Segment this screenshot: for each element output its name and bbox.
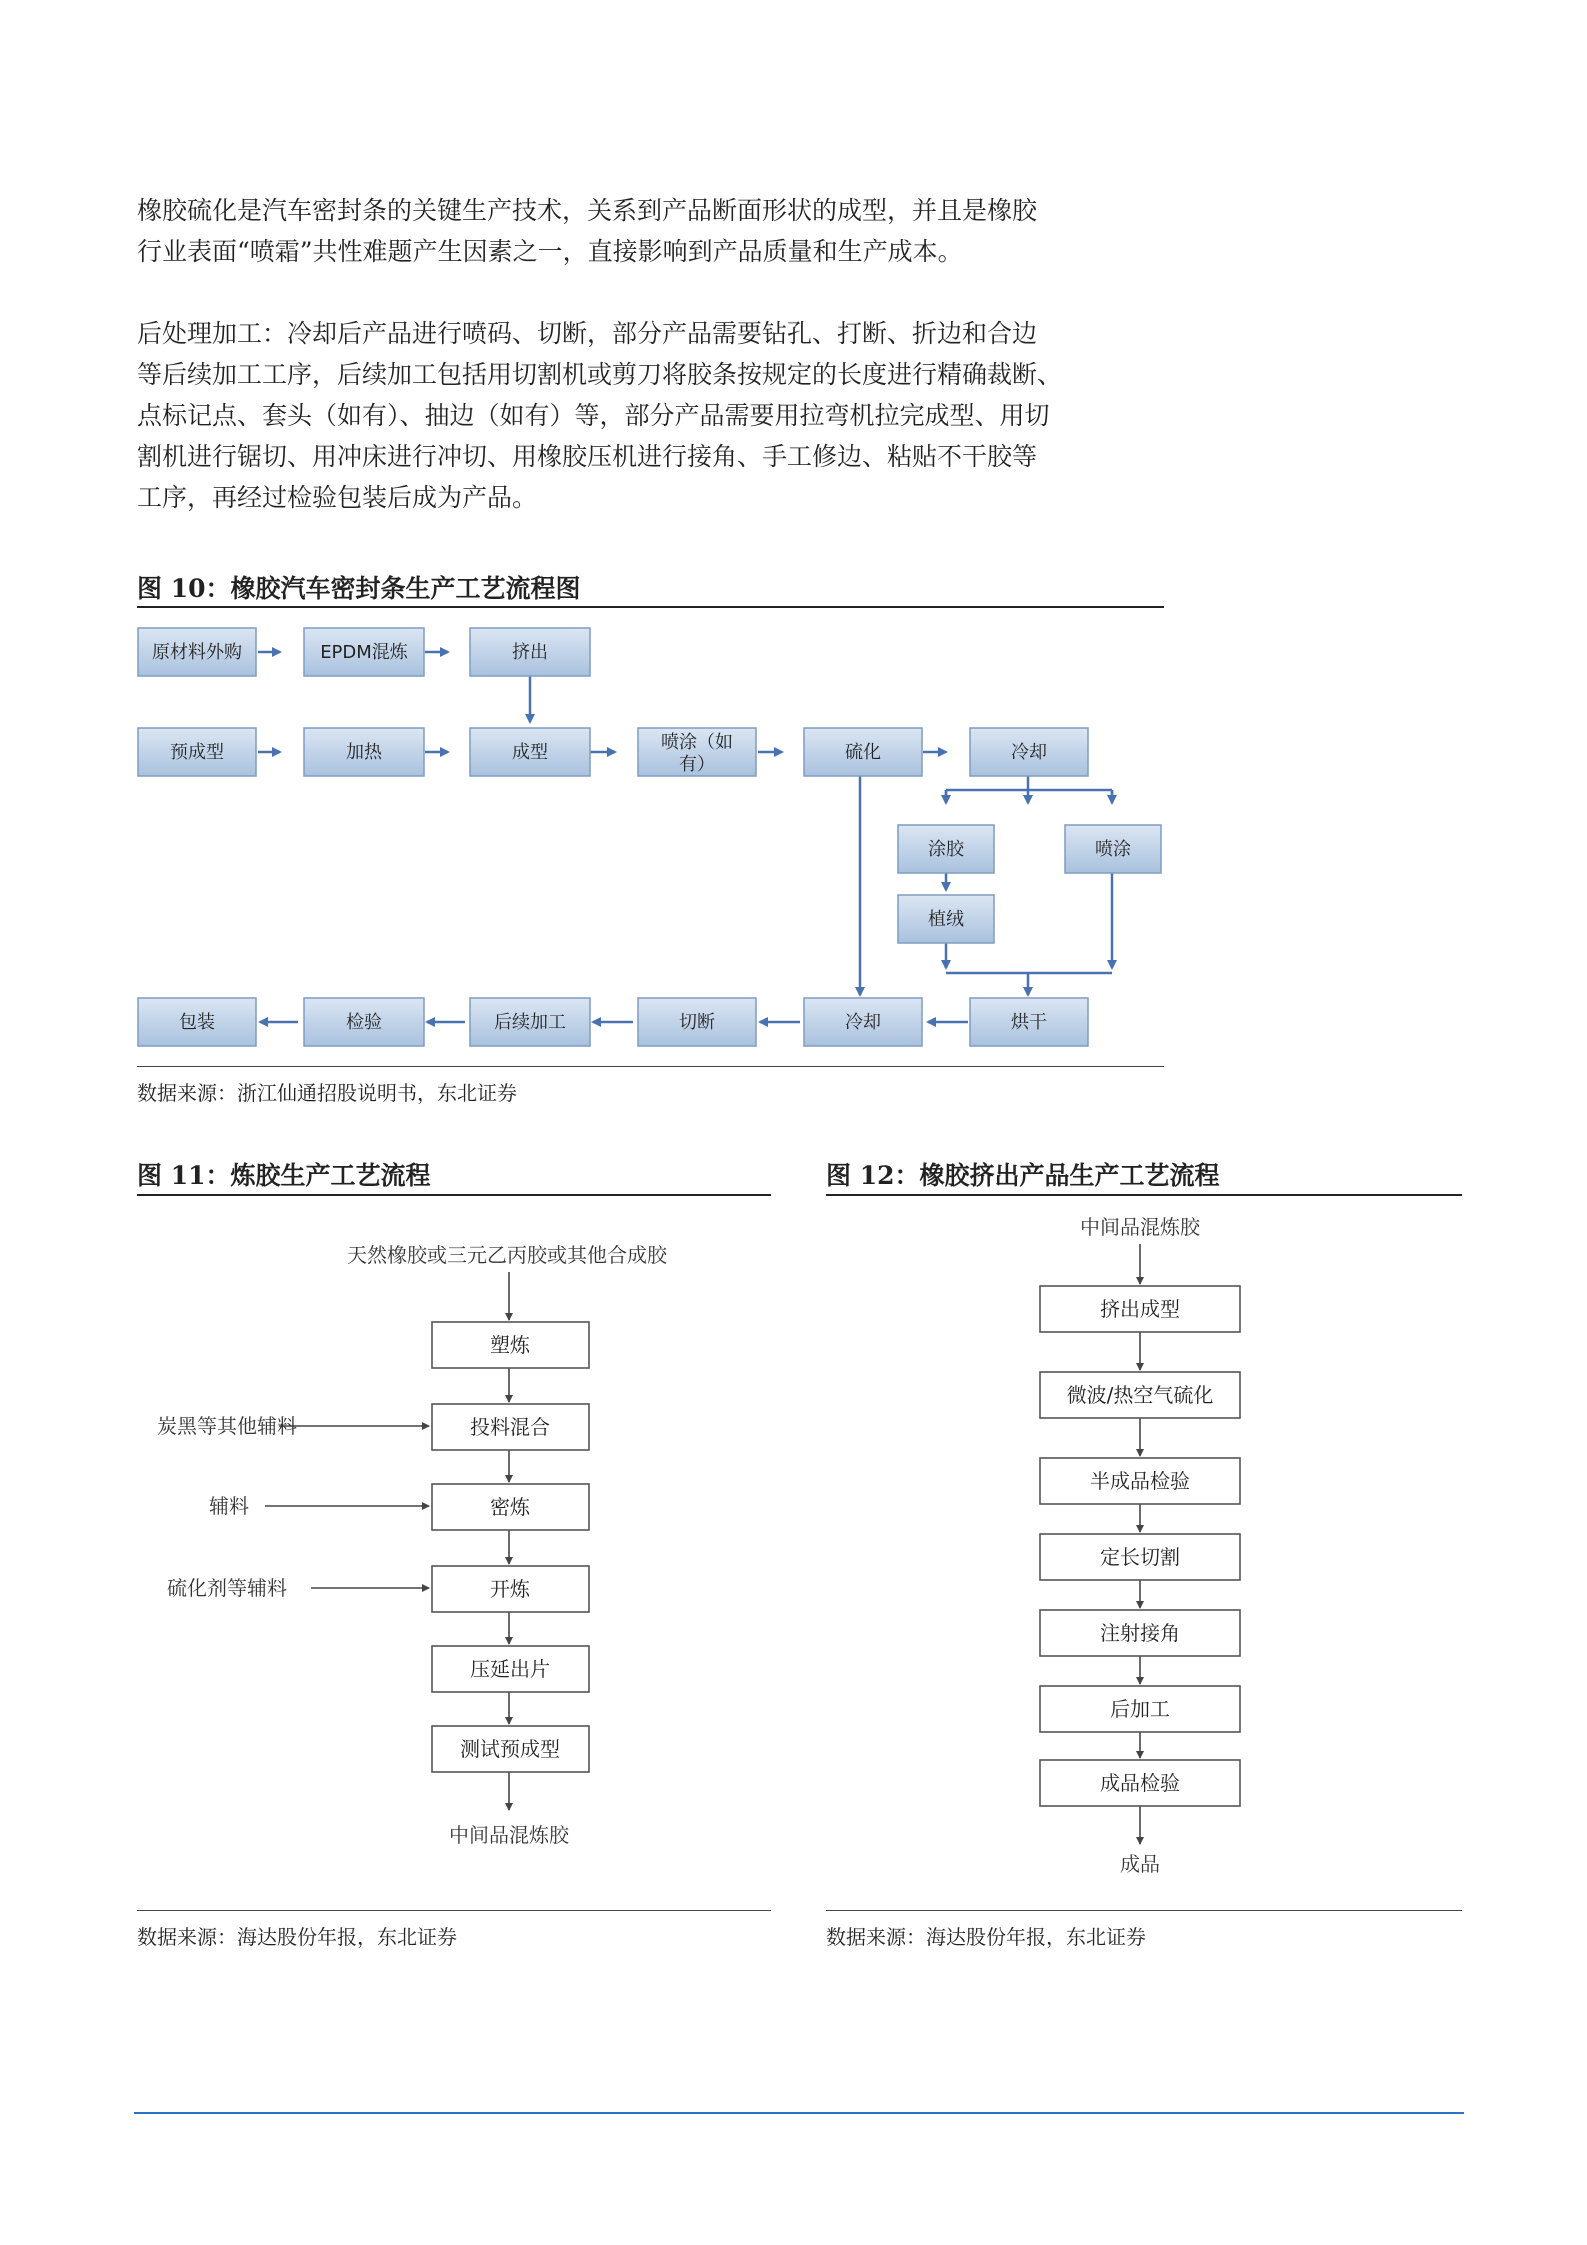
fig11-step-label: 塑炼 <box>490 1333 530 1357</box>
figure-12-flowchart <box>826 1200 1466 1900</box>
label-cutting: 切断 <box>679 1012 715 1033</box>
label-heating: 加热 <box>346 742 382 763</box>
paragraph-line: 点标记点、套头（如有）、抽边（如有）等，部分产品需要用拉弯机拉完成型、用切 <box>137 401 1050 430</box>
figure-10-flowchart <box>130 610 1170 1070</box>
paragraph-line: 行业表面“喷霜”共性难题产生因素之一，直接影响到产品质量和生产成本。 <box>137 237 963 266</box>
fig11-bottom-label: 中间品混炼胶 <box>449 1823 569 1847</box>
fig12-step-label: 挤出成型 <box>1100 1297 1180 1321</box>
fig12-bottom-label: 成品 <box>1120 1852 1160 1876</box>
fig12-step-label: 半成品检验 <box>1090 1469 1190 1493</box>
figure-10-bottom-rule <box>137 1066 1164 1067</box>
fig12-step-label: 定长切割 <box>1100 1545 1180 1569</box>
label-cooling-1: 冷却 <box>1011 742 1047 763</box>
figure-10-top-rule <box>137 606 1164 608</box>
fig11-step-label: 压延出片 <box>470 1657 550 1681</box>
fig11-step-label: 开炼 <box>490 1577 530 1601</box>
label-raw-material: 原材料外购 <box>152 642 242 663</box>
label-flocking: 植绒 <box>928 909 964 930</box>
label-vulcanize: 硫化 <box>845 742 881 763</box>
figure-12-top-rule <box>826 1194 1462 1196</box>
figure-11-source: 数据来源：海达股份年报，东北证券 <box>137 1925 457 1949</box>
footer-divider <box>134 2112 1464 2114</box>
fig12-top-label: 中间品混炼胶 <box>1080 1215 1200 1239</box>
paragraph-1 <box>137 190 1177 272</box>
paragraph-line: 割机进行锯切、用冲床进行冲切、用橡胶压机进行接角、手工修边、粘贴不干胶等 <box>137 442 1038 471</box>
fig12-step-label: 注射接角 <box>1100 1621 1180 1645</box>
figure-12-title: 图 12：橡胶挤出产品生产工艺流程 <box>826 1161 1220 1190</box>
label-preform: 预成型 <box>170 742 224 763</box>
fig11-step-label: 密炼 <box>490 1495 530 1519</box>
label-packing: 包装 <box>179 1012 215 1033</box>
fig11-input-label: 硫化剂等辅料 <box>167 1576 287 1600</box>
paragraph-line: 橡胶硫化是汽车密封条的关键生产技术，关系到产品断面形状的成型，并且是橡胶 <box>137 196 1038 225</box>
fig11-input-label: 炭黑等其他辅料 <box>157 1414 297 1438</box>
label-cooling-2: 冷却 <box>845 1012 881 1033</box>
figure-11-top-rule <box>137 1194 771 1196</box>
figure-10-source: 数据来源：浙江仙通招股说明书，东北证券 <box>137 1081 517 1105</box>
figure-10-connectors <box>530 652 1112 973</box>
paragraph-line: 后处理加工：冷却后产品进行喷码、切断，部分产品需要钻孔、打断、折边和合边 <box>137 319 1038 348</box>
fig12-step-label: 微波/热空气硫化 <box>1066 1383 1214 1407</box>
fig11-step-label: 投料混合 <box>470 1415 550 1439</box>
label-glue: 涂胶 <box>928 839 964 860</box>
label-drying: 烘干 <box>1011 1012 1047 1033</box>
paragraph-line: 等后续加工工序，后续加工包括用切割机或剪刀将胶条按规定的长度进行精确裁断、 <box>137 360 1063 389</box>
fig11-input-label: 辅料 <box>209 1494 249 1518</box>
label-inspection: 检验 <box>346 1012 382 1033</box>
label-spray-optional-a: 喷涂（如 <box>661 732 733 753</box>
fig12-step-label: 后加工 <box>1110 1697 1170 1721</box>
fig11-step-label: 测试预成型 <box>460 1737 560 1761</box>
paragraph-line: 工序，再经过检验包装后成为产品。 <box>137 483 538 512</box>
label-forming: 成型 <box>512 742 548 763</box>
figure-11-bottom-rule <box>137 1910 771 1911</box>
label-epdm-mixing: EPDM混炼 <box>320 642 408 663</box>
label-post-processing: 后续加工 <box>494 1012 566 1033</box>
label-extrusion: 挤出 <box>512 642 548 663</box>
label-spray-2: 喷涂 <box>1095 839 1131 860</box>
label-spray-optional-b: 有） <box>679 754 715 775</box>
figure-11-flowchart <box>137 1200 777 1860</box>
fig12-step-label: 成品检验 <box>1100 1771 1180 1795</box>
figure-12-bottom-rule <box>826 1910 1462 1911</box>
figure-11-title: 图 11：炼胶生产工艺流程 <box>137 1161 431 1190</box>
fig11-top-label: 天然橡胶或三元乙丙胶或其他合成胶 <box>347 1243 667 1267</box>
paragraph-2 <box>137 313 1177 518</box>
figure-10-title: 图 10：橡胶汽车密封条生产工艺流程图 <box>137 574 581 603</box>
figure-12-source: 数据来源：海达股份年报，东北证券 <box>826 1925 1146 1949</box>
